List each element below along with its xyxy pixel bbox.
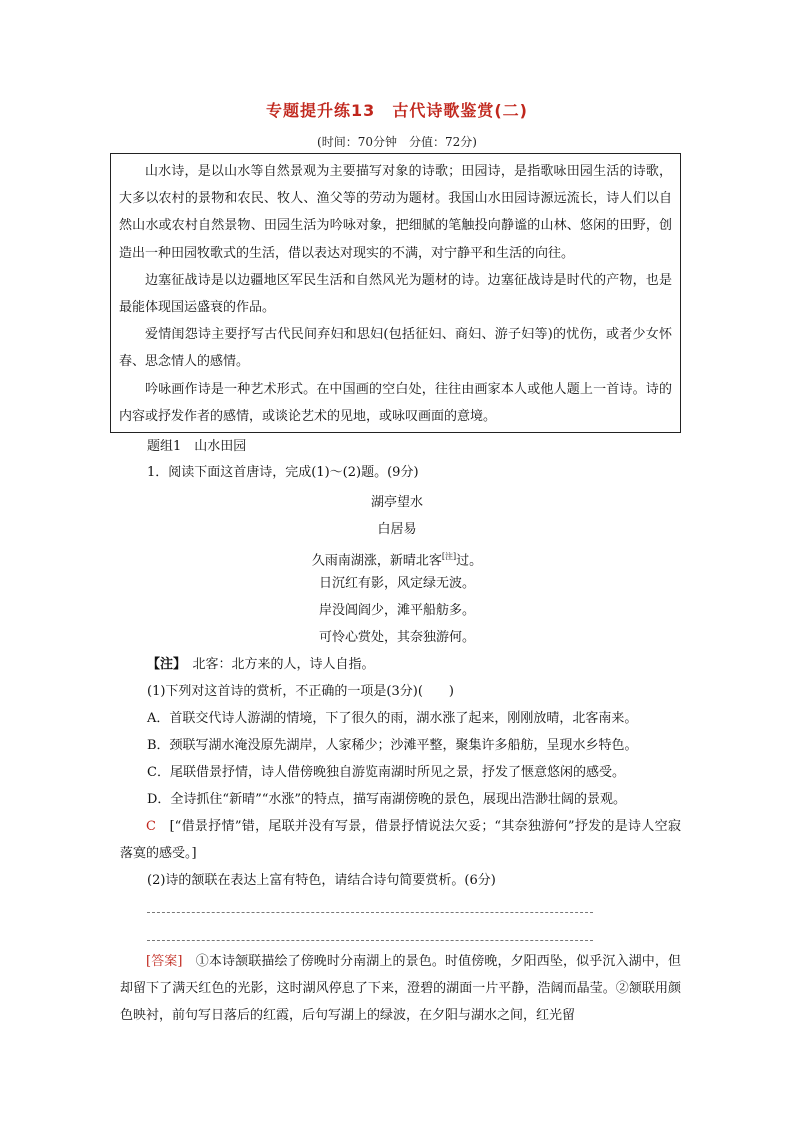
question-1-stem: 1．阅读下面这首唐诗，完成(1)～(2)题。(9分)	[147, 465, 419, 480]
poem-author: 白居易	[377, 522, 417, 537]
note-marker: [注]	[441, 552, 457, 561]
option-c: C．尾联借景抒情，诗人借傍晚独自游览南湖时所见之景，抒发了惬意悠闲的感受。	[147, 765, 625, 780]
time-score-info: (时间：70分钟 分值：72分)	[317, 135, 477, 149]
answer-blank-line-2	[147, 940, 593, 941]
option-d: D．全诗抓住“新晴”“水涨”的特点，描写南湖傍晚的景色，展现出浩渺壮阔的景观。	[147, 792, 627, 807]
option-b: B．颈联写湖水淹没原先湖岸，人家稀少；沙滩平整，聚集许多船舫，呈现水乡特色。	[147, 738, 638, 753]
page-title: 专题提升练13 古代诗歌鉴赏(二)	[266, 101, 528, 120]
answer-1-explanation	[120, 813, 681, 867]
poem-line-3: 岸没阊阎少，滩平船舫多。	[318, 603, 475, 618]
poem-line-1-b: 过。	[456, 553, 483, 569]
option-a: A．首联交代诗人游湖的情境，下了很久的雨，湖水涨了起来，刚刚放晴，北客南来。	[147, 711, 638, 726]
poem-line-1-a: 久雨南湖涨，新晴北客	[311, 553, 442, 569]
answer-1-letter: C	[146, 819, 156, 834]
answer-1-text: [“借景抒情”错，尾联并没有写景，借景抒情说法欠妥；“其奈独游何”抒发的是诗人空寂落寞的感受。]	[120, 819, 681, 861]
sub-question-2-stem: (2)诗的颔联在表达上富有特色，请结合诗句简要赏析。(6分)	[147, 873, 496, 888]
intro-paragraph-landscape: 山水诗，是以山水等自然景观为主要描写对象的诗歌；田园诗，是指歌咏田园生活的诗歌，大多以农村的景物和农民、牧人、渔父等的劳动为题材。我国山水田园诗源远流长，诗人们以自然山水或农村自然景物、田园生活为吟咏对象，把细腻的笔触投向静谧的山林、悠闲的田野，创造出一种田园牧歌式的生活，借以表达对现实的不满，对宁静平和生活的向往。	[119, 164, 672, 261]
poem-note	[147, 651, 375, 678]
answer-2-text: ①本诗颔联描绘了傍晚时分南湖上的景色。时值傍晚，夕阳西坠，似乎沉入湖中，但却留下了满天红色的光影，这时湖风停息了下来，澄碧的湖面一片平静，浩阔而晶莹。②颔联用颜色映衬，前句写日落后的红霞，后句写湖上的绿波，在夕阳与湖水之间，红光留	[120, 954, 681, 1023]
poem-line-4: 可怜心赏处，其奈独游何。	[318, 630, 475, 645]
intro-box	[110, 153, 681, 433]
note-label: 【注】	[147, 657, 180, 672]
answer-2-block	[120, 948, 681, 1029]
answer-blank-line-1	[147, 912, 593, 913]
answer-2-label: [答案]	[146, 954, 183, 969]
note-text: 北客：北方来的人，诗人自指。	[192, 657, 375, 672]
intro-paragraph-painting: 吟咏画作诗是一种艺术形式。在中国画的空白处，往往由画家本人或他人题上一首诗。诗的内容或抒发作者的感情，或谈论艺术的见地，或咏叹画面的意境。	[119, 381, 672, 424]
poem-title: 湖亭望水	[370, 495, 423, 510]
sub-question-1-stem: (1)下列对这首诗的赏析，不正确的一项是(3分)( )	[147, 684, 454, 699]
intro-paragraph-frontier: 边塞征战诗是以边疆地区军民生活和自然风光为题材的诗。边塞征战诗是时代的产物，也是最能体现国运盛衰的作品。	[119, 272, 672, 316]
group-heading: 题组1 山水田园	[147, 439, 247, 454]
poem-line-2: 日沉红有影，风定绿无波。	[318, 576, 475, 591]
intro-paragraph-love: 爱情闺怨诗主要抒写古代民间弃妇和思妇(包括征妇、商妇、游子妇等)的忧伤，或者少女怀春、思念情人的感情。	[119, 327, 672, 370]
